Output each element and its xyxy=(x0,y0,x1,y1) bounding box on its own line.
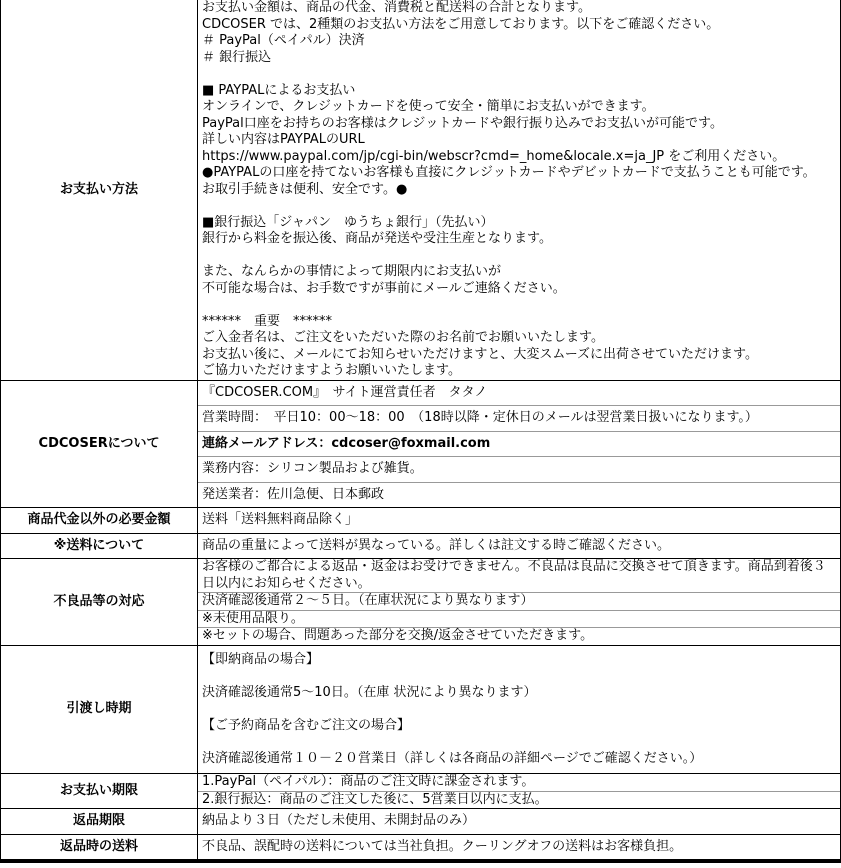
content-line: ※セットの場合、問題あった部分を交換/返金させていただきます。 xyxy=(202,628,594,643)
content-line: ご協力いただけますようお願いいたします。 xyxy=(202,363,461,378)
blank-line xyxy=(202,248,836,265)
table-row xyxy=(1,646,840,775)
content-line: ＃ 銀行振込 xyxy=(202,49,272,65)
content-cell xyxy=(198,483,840,508)
table-row xyxy=(1,508,840,534)
row-label: 商品代金以外の必要金額 xyxy=(1,508,198,533)
content-line: ■ PAYPALによるお支払い xyxy=(202,82,356,98)
table-row xyxy=(1,381,840,509)
content-cell xyxy=(198,774,840,792)
content-cell xyxy=(198,792,840,809)
content-cell xyxy=(198,534,840,559)
row-label: 不良品等の対応 xyxy=(1,559,198,645)
content-cell xyxy=(198,457,840,483)
content-line: 業務内容：シリコン製品および雑貨。 xyxy=(202,461,423,476)
row-label: 返品期限 xyxy=(1,809,198,834)
content-cell xyxy=(198,628,840,645)
content-cell xyxy=(198,593,840,611)
blank-line xyxy=(202,734,836,751)
row-content xyxy=(198,835,840,860)
content-line: 納品より３日（ただし未使用、未開封品のみ） xyxy=(202,813,476,828)
row-content xyxy=(198,774,840,808)
content-line: ****** 重要 ****** xyxy=(202,313,333,329)
content-line: ※未使用品限り。 xyxy=(202,610,304,626)
row-content xyxy=(198,534,840,559)
content-cell xyxy=(198,559,840,593)
table-row xyxy=(1,774,840,809)
row-label: CDCOSERについて xyxy=(1,381,198,508)
blank-line xyxy=(202,297,836,314)
content-line: 連絡メールアドレス：cdcoser@foxmail.com xyxy=(202,435,491,451)
table-row xyxy=(1,559,840,646)
content-line: ●PAYPALの口座を持てないお客様も直接にクレジットカードやデビットカードで支払うことも可能です。 xyxy=(202,165,816,180)
content-cell xyxy=(198,611,840,629)
content-line: お支払い後に、メールにてお知らせいただけますと、大変スムーズに出荷させていただけます。 xyxy=(202,346,759,362)
content-line: 送料「送料無料商品除く」 xyxy=(202,512,359,527)
blank-line xyxy=(202,668,836,685)
row-content xyxy=(198,559,840,645)
table-row xyxy=(1,809,840,835)
content-line: 【即納商品の場合】 xyxy=(202,651,320,667)
content-cell xyxy=(198,809,840,834)
table-row xyxy=(1,534,840,560)
row-content xyxy=(198,508,840,533)
content-line: 2.銀行振込：商品のご注文した後に、5営業日以内に支払。 xyxy=(202,791,548,807)
content-line: 決済確認後通常5～10日。（在庫 状況により異なります） xyxy=(202,684,537,700)
row-content xyxy=(198,809,840,834)
row-content xyxy=(198,646,840,774)
content-line: 営業時間： 平日10：00～18：00 （18時以降・定休日のメールは翌営業日扱いになります。） xyxy=(202,410,758,425)
content-line: ご入金者名は、ご注文をいただいた際のお名前でお願いいたします。 xyxy=(202,330,604,345)
content-line: ■銀行振込「ジャパン ゆうちょ銀行」（先払い） xyxy=(202,214,494,230)
content-line: 発送業者：佐川急便、日本郵政 xyxy=(202,486,385,502)
content-line: 詳しい内容はPAYPALのURL xyxy=(202,132,365,147)
content-line: 商品の重量によって送料が異なっている。詳しくは註文する時ご確認ください。 xyxy=(202,537,671,553)
content-line: お客様のご都合による返品・返金はお受けできません。不良品は良品に交換させて頂きます。商品到着後３日以内にお知らせください。 xyxy=(202,559,826,591)
content-line: また、なんらかの事情によって期限内にお支払いが xyxy=(202,264,502,279)
table-row xyxy=(1,0,840,381)
content-line: 『CDCOSER.COM』 サイト運営責任者 タタノ xyxy=(202,384,488,400)
row-label: 返品時の送料 xyxy=(1,835,198,860)
content-line: 不可能な場合は、お手数ですが事前にメールご連絡ください。 xyxy=(202,280,566,296)
content-line: 銀行から料金を振込後、商品が発送や受注生産となります。 xyxy=(202,231,552,246)
table-row xyxy=(1,835,840,860)
content-line: お支払い金額は、商品の代金、消費税と配送料の合計となります。 xyxy=(202,0,591,15)
row-content xyxy=(198,0,840,380)
row-content xyxy=(198,381,840,508)
blank-line xyxy=(202,701,836,718)
content-line: https://www.paypal.com/jp/cgi-bin/webscr?cmd=_home&locale.x=ja_JP をご利用ください。 xyxy=(202,148,786,164)
row-label: 引渡し時期 xyxy=(1,646,198,774)
content-line: 決済確認後通常１０－２０営業日（詳しくは各商品の詳細ページでご確認ください。） xyxy=(202,750,703,766)
content-cell xyxy=(198,646,840,774)
content-line: 不良品、誤配時の送料については当社負担。クーリングオフの送料はお客様負担。 xyxy=(202,838,683,854)
content-line: 1.PayPal（ペイパル）：商品のご注文時に課金されます。 xyxy=(202,774,535,789)
content-line: 【ご予約商品を含むご注文の場合】 xyxy=(202,717,411,733)
content-line: ＃ PayPal（ペイパル）決済 xyxy=(202,33,365,48)
row-label: お支払い方法 xyxy=(1,0,198,380)
content-cell xyxy=(198,508,840,533)
content-cell xyxy=(198,432,840,458)
content-line: 決済確認後通常２～５日。（在庫状況により異なります） xyxy=(202,593,534,608)
content-cell xyxy=(198,835,840,860)
row-label: お支払い期限 xyxy=(1,774,198,808)
content-line: オンラインで、クレジットカードを使って安全・簡単にお支払いができます。 xyxy=(202,99,655,114)
content-cell xyxy=(198,381,840,407)
content-cell xyxy=(198,406,840,432)
row-label: ※送料について xyxy=(1,534,198,559)
content-line: お取引手続きは便利、安全です。● xyxy=(202,181,408,197)
content-line: PayPal口座をお持ちのお客様はクレジットカードや銀行振り込みでお支払いが可能です。 xyxy=(202,115,723,131)
blank-line xyxy=(202,198,836,215)
blank-line xyxy=(202,66,836,83)
content-line: CDCOSER では、2種類のお支払い方法をご用意しております。以下をご確認ください。 xyxy=(202,16,720,32)
content-cell xyxy=(198,0,840,380)
